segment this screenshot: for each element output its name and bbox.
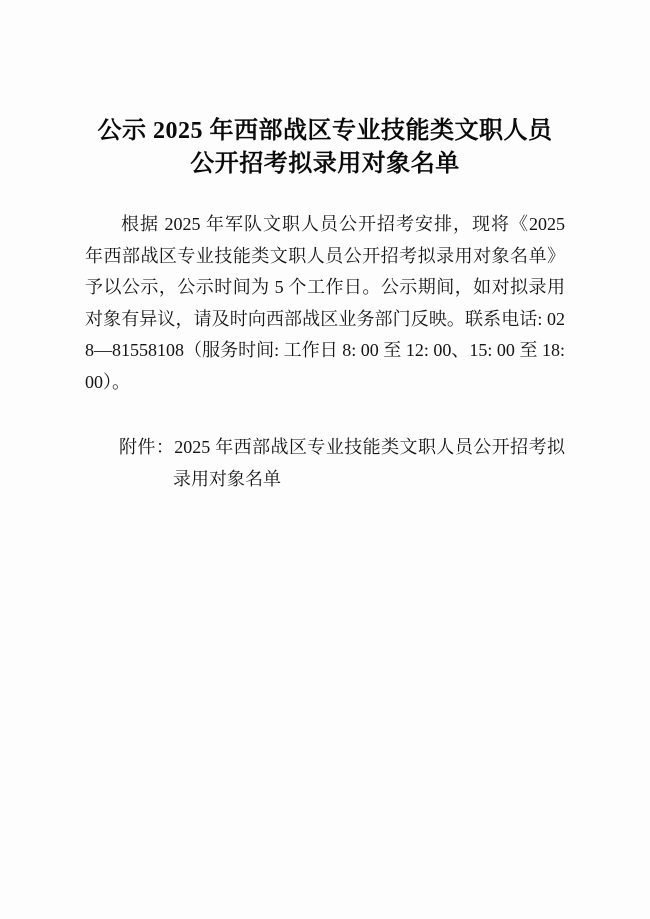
document-title-line-1: 公示 2025 年西部战区专业技能类文职人员 — [97, 118, 553, 144]
announcement-body-paragraph: 根据 2025 年军队文职人员公开招考安排，现将《2025 年西部战区专业技能类文职人员公开招考拟录用对象名单》予以公示，公示时间为 5 个工作日。公示期间，如对拟录用对象有异议，请及时向西部战区业务部门反映。联系电话: 028—81558108（服务时间: 工作日 8: 00 至 12: 00、15: 00 至 18: 00）。 — [85, 214, 565, 392]
document-title-line-2: 公开招考拟录用对象名单 — [190, 151, 460, 177]
attachment-label: 附件： — [119, 437, 175, 457]
attachment-text: 2025 年西部战区专业技能类文职人员公开招考拟录用对象名单 — [173, 437, 565, 489]
attachment-block — [85, 432, 565, 495]
document-title — [85, 115, 565, 181]
